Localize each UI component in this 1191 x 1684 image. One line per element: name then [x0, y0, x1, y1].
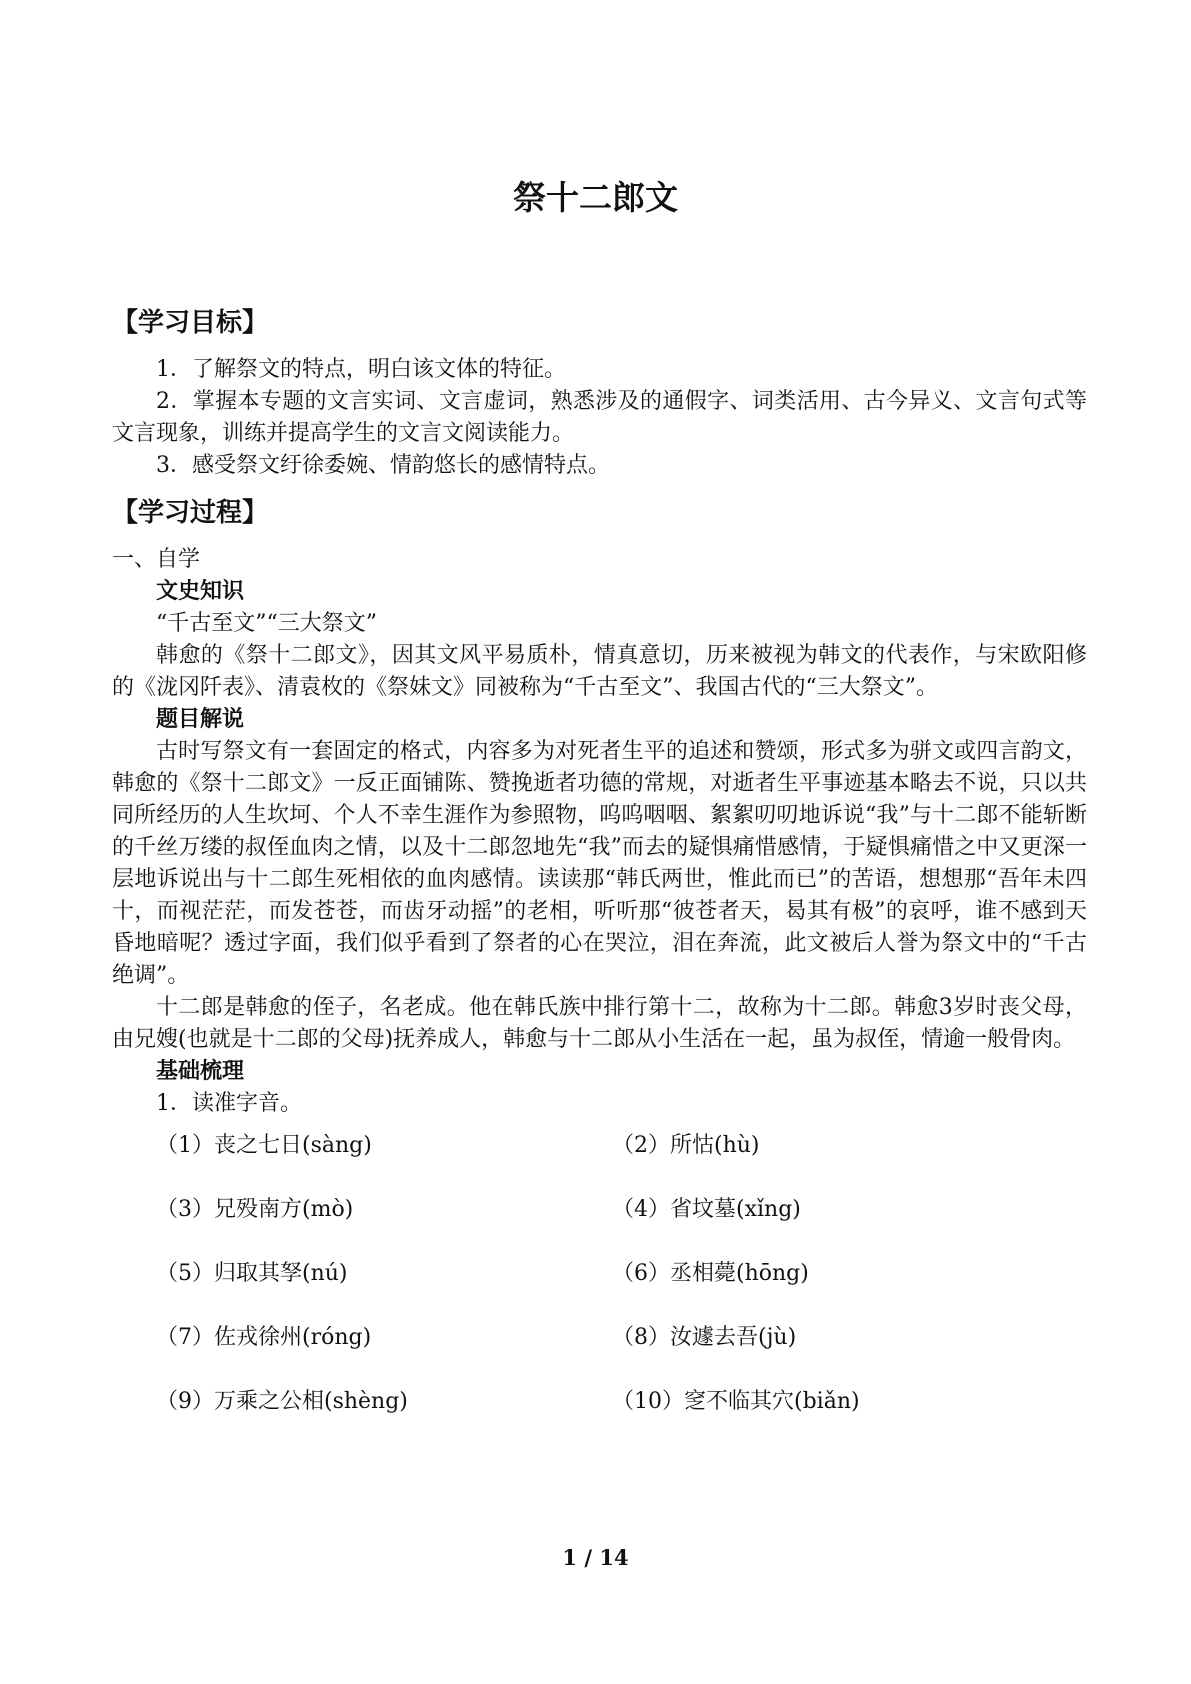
goal-item: 3．感受祭文纡徐委婉、情韵悠长的感情特点。 [156, 453, 610, 478]
pronunciation-row [112, 1130, 1087, 1194]
pronunciation-row [112, 1322, 1087, 1386]
title-explain-paragraph: 十二郎是韩愈的侄子，名老成。他在韩氏族中排行第十二，故称为十二郎。韩愈3岁时丧父母，由兄嫂(也就是十二郎的父母)抚养成人，韩愈与十二郎从小生活在一起，虽为叔侄，情逾一般骨肉。 [112, 995, 1087, 1052]
page-number: 1 / 14 [562, 1545, 629, 1570]
pronunciation-item: （1）丧之七日(sàng) [156, 1133, 372, 1158]
lit-subtitle: “千古至文”“三大祭文” [156, 611, 377, 636]
pronunciation-item: （9）万乘之公相(shèng) [156, 1389, 408, 1414]
pronunciation-item: （5）归取其孥(nú) [156, 1261, 348, 1286]
pronunciation-row [112, 1258, 1087, 1322]
basic-item: 1．读准字音。 [156, 1091, 302, 1116]
basic-heading: 基础梳理 [156, 1059, 245, 1084]
pronunciation-row [112, 1386, 1087, 1450]
pronunciation-item: （2）所怙(hù) [612, 1133, 760, 1158]
pronunciation-list [112, 1130, 1087, 1450]
process-heading: 【学习过程】 [112, 498, 269, 528]
title-explain-paragraph: 古时写祭文有一套固定的格式，内容多为对死者生平的追述和赞颂，形式多为骈文或四言韵文，韩愈的《祭十二郎文》一反正面铺陈、赞挽逝者功德的常规，对逝者生平事迹基本略去不说，只以共同所经历的人生坎坷、个人不幸生涯作为参照物，呜呜咽咽、絮絮叨叨地诉说“我”与十二郎不能斩断的千丝万缕的叔侄血肉之情，以及十二郎忽地先“我”而去的疑惧痛惜感情，于疑惧痛惜之中又更深一层地诉说出与十二郎生死相依的血肉感情。读读那“韩氏两世，惟此而已”的苦语，想想那“吾年未四十，而视茫茫，而发苍苍，而齿牙动摇”的老相，听听那“彼苍者天，曷其有极”的哀呼，谁不感到天昏地暗呢？透过字面，我们似乎看到了祭者的心在哭泣，泪在奔流，此文被后人誉为祭文中的“千古绝调”。 [112, 739, 1087, 988]
pronunciation-row [112, 1194, 1087, 1258]
goals-heading: 【学习目标】 [112, 308, 269, 338]
pronunciation-item: （8）汝遽去吾(jù) [612, 1325, 797, 1350]
document-body [112, 300, 1087, 1450]
title-explain-heading: 题目解说 [156, 707, 245, 732]
lit-paragraph: 韩愈的《祭十二郎文》，因其文风平易质朴，情真意切，历来被视为韩文的代表作，与宋欧阳修的《泷冈阡表》、清袁枚的《祭妹文》同被称为“千古至文”、我国古代的“三大祭文”。 [112, 643, 1087, 700]
pronunciation-item: （3）兄殁南方(mò) [156, 1197, 354, 1222]
pronunciation-item: （6）丞相薨(hōng) [612, 1261, 809, 1286]
pronunciation-item: （4）省坟墓(xǐng) [612, 1197, 801, 1222]
goal-item: 1．了解祭文的特点，明白该文体的特征。 [156, 357, 566, 382]
page-title: 祭十二郎文 [513, 178, 678, 217]
goal-item: 2．掌握本专题的文言实词、文言虚词，熟悉涉及的通假字、词类活用、古今异义、文言句式等文言现象，训练并提高学生的文言文阅读能力。 [112, 389, 1087, 446]
pronunciation-item: （10）窆不临其穴(biǎn) [612, 1389, 860, 1414]
pronunciation-item: （7）佐戎徐州(róng) [156, 1325, 372, 1350]
part-heading: 一、自学 [112, 547, 201, 572]
lit-heading: 文史知识 [156, 579, 245, 604]
